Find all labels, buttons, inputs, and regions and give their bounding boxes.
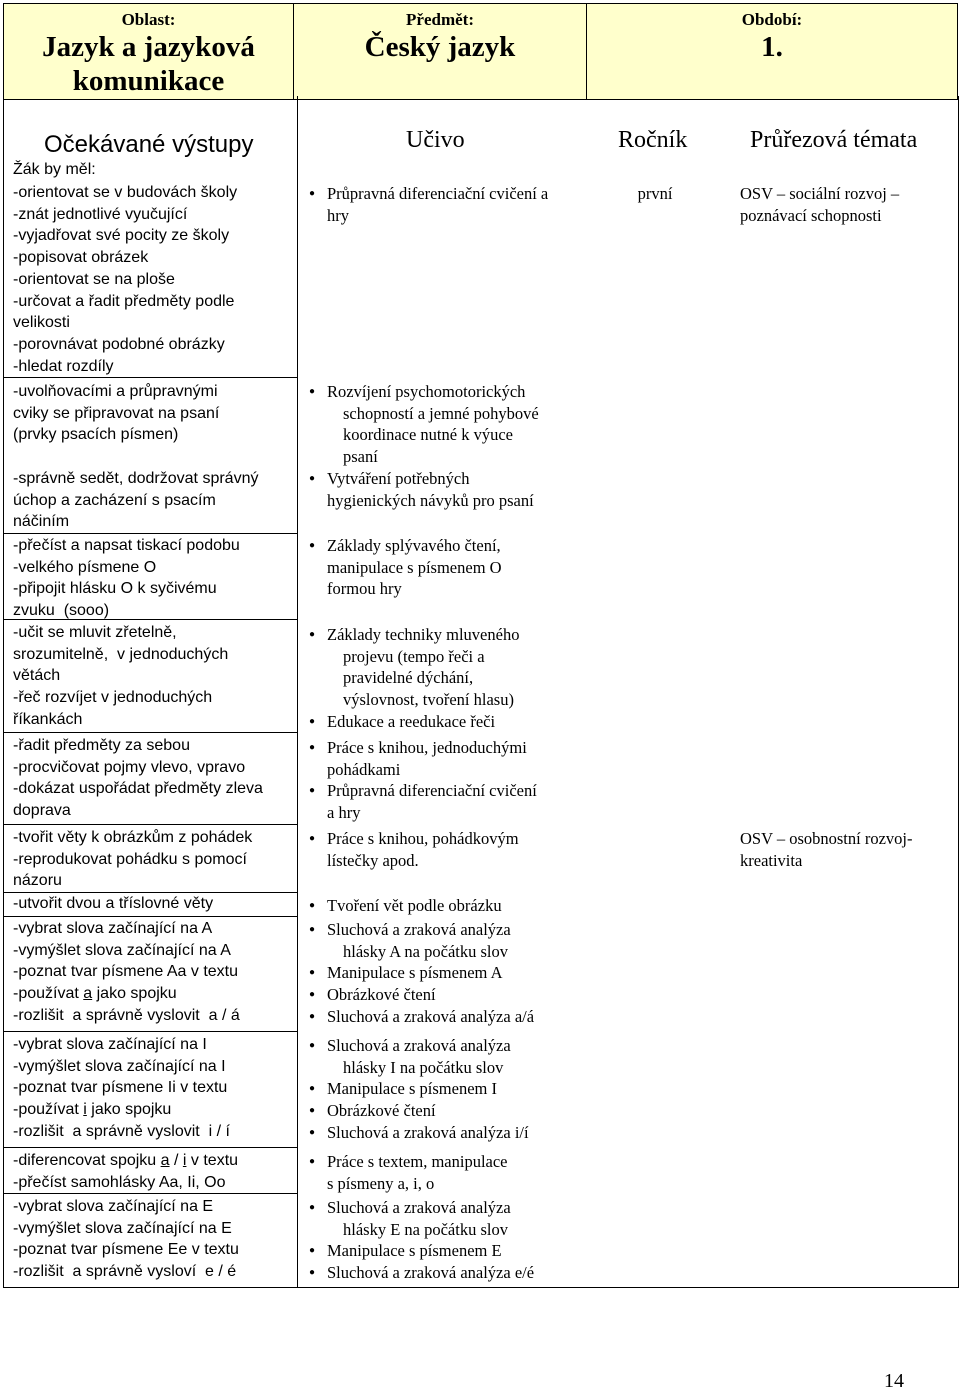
- temata-row-6: OSV – osobnostní rozvoj- kreativita: [740, 829, 913, 870]
- output-line: úchop a zacházení s psacím: [13, 491, 216, 509]
- output-line: větách: [13, 667, 61, 685]
- output-line: -vymýšlet slova začínající na I: [13, 1057, 226, 1075]
- outputs-row-11: [13, 1196, 295, 1283]
- output-line: názoru: [13, 872, 62, 890]
- ucivo-line: Vytváření potřebných: [327, 468, 470, 488]
- page-number: 14: [884, 1370, 904, 1392]
- output-line: -vymýšlet slova začínající na E: [13, 1219, 232, 1237]
- output-fragment: jako spojku: [92, 985, 177, 1003]
- output-line: -poznat tvar písmene Ii v textu: [13, 1079, 228, 1097]
- output-line: -znát jednotlivé vyučující: [13, 205, 188, 223]
- ucivo-item: ● Sluchová a zraková analýza i/í: [306, 1122, 576, 1144]
- ucivo-row-9: [306, 1035, 576, 1144]
- predmet-label: Předmět:: [406, 10, 474, 29]
- ucivo-line: projevu (tempo řeči a: [343, 646, 485, 666]
- output-line: -vyjadřovat své pocity ze školy: [13, 227, 230, 245]
- output-line: [13, 983, 295, 1005]
- ucivo-line: s písmeny a, i, o: [327, 1173, 435, 1193]
- ucivo-item: ● Manipulace s písmenem I: [306, 1078, 576, 1100]
- ucivo-item: ● Sluchová a zraková analýza a/á: [306, 1006, 576, 1028]
- ucivo-line: Sluchová a zraková analýza: [327, 1198, 511, 1217]
- output-line: -orientovat se v budovách školy: [13, 184, 238, 201]
- ucivo-row-5: [306, 737, 568, 824]
- obdobi-cell: [587, 4, 958, 100]
- oblast-value: Jazyk a jazyková komunikace: [42, 31, 255, 97]
- ucivo-line: pravidelné dýchání,: [343, 668, 474, 688]
- ucivo-item: [306, 737, 568, 780]
- ucivo-row-11: [306, 1197, 576, 1284]
- oblast-cell: [4, 4, 294, 100]
- ucivo-line: a hry: [327, 803, 361, 823]
- ucivo-item: ● Průpravná diferenciační cvičení a hry: [306, 183, 568, 226]
- ucivo-item: ● Manipulace s písmenem A: [306, 962, 576, 984]
- output-line: -přečíst a napsat tiskací podobu: [13, 537, 240, 554]
- ucivo-line: formou hry: [327, 579, 402, 599]
- output-line: doprava: [13, 802, 71, 820]
- output-line: -vymýšlet slova začínající na A: [13, 941, 231, 959]
- output-line: -reprodukovat pohádku s pomocí: [13, 850, 247, 868]
- output-line: [13, 446, 295, 468]
- ucivo-line: Práce s textem, manipulace: [327, 1152, 508, 1171]
- rocnik-value: první: [637, 184, 673, 203]
- outputs-row-4: [13, 622, 295, 731]
- ucivo-line: hygienických návyků pro psaní: [327, 490, 534, 510]
- oblast-label: Oblast:: [121, 10, 176, 29]
- output-line: -vybrat slova začínající na A: [13, 920, 213, 937]
- column-divider: [297, 96, 298, 1287]
- output-line: -orientovat se na ploše: [13, 270, 175, 288]
- ucivo-line: Průpravná diferenciační cvičení: [327, 781, 537, 801]
- output-line: -přečíst samohlásky Aa, Ii, Oo: [13, 1173, 226, 1191]
- output-fragment: a: [83, 985, 93, 1003]
- ucivo-item: [306, 780, 568, 823]
- ucivo-heading: Učivo: [406, 127, 465, 153]
- output-fragment: -používat: [13, 985, 84, 1003]
- ucivo-item: ● Obrázkové čtení: [306, 1100, 576, 1122]
- output-line: -rozlišit a správně vyslovit i / í: [13, 1122, 230, 1140]
- ucivo-line: hlásky I na počátku slov: [343, 1057, 504, 1077]
- output-line: -porovnávat podobné obrázky: [13, 335, 225, 353]
- ucivo-line: Sluchová a zraková analýza: [327, 920, 511, 939]
- header-table: [3, 3, 958, 100]
- ucivo-line: Práce s knihou, pohádkovým: [327, 829, 519, 848]
- output-line: -procvičovat pojmy vlevo, vpravo: [13, 758, 246, 776]
- output-line: (prvky psacích písmen): [13, 426, 179, 444]
- ucivo-line: výslovnost, tvoření hlasu): [343, 690, 514, 710]
- output-line: -poznat tvar písmene Ee v textu: [13, 1241, 239, 1259]
- row-divider: [4, 1031, 297, 1032]
- output-line: -řadit předměty za sebou: [13, 737, 190, 754]
- outputs-row-5: [13, 735, 295, 822]
- output-fragment: -používat: [13, 1101, 84, 1119]
- ucivo-item: [306, 1151, 576, 1194]
- output-line: -hledat rozdíly: [13, 357, 114, 375]
- ucivo-item: ● Obrázkové čtení: [306, 984, 576, 1006]
- output-line: -vybrat slova začínající na E: [13, 1198, 214, 1215]
- output-line: -správně sedět, dodržovat správný: [13, 469, 259, 487]
- ucivo-row-8: [306, 919, 576, 1028]
- output-line: srozumitelně, v jednoduchých: [13, 645, 229, 663]
- output-line: -učit se mluvit zřetelně,: [13, 624, 177, 641]
- row-divider: [4, 533, 297, 534]
- ucivo-line: manipulace s písmenem O: [327, 557, 502, 577]
- outputs-row-3: [13, 535, 295, 622]
- ucivo-line: Základy techniky mluveného: [327, 625, 520, 644]
- ucivo-line: Základy splývavého čtení,: [327, 536, 501, 555]
- ucivo-item: ● Sluchová a zraková analýza e/é: [306, 1262, 576, 1284]
- outputs-row-6: [13, 827, 295, 892]
- output-line: náčiním: [13, 513, 70, 531]
- ucivo-item: [306, 535, 576, 600]
- output-line: velikosti: [13, 314, 70, 332]
- ucivo-row-6: [306, 828, 576, 871]
- ucivo-row-7: [306, 895, 576, 917]
- output-line: -rozlišit a správně vysloví e / é: [13, 1263, 237, 1281]
- outputs-row-8: [13, 918, 295, 1027]
- ucivo-line: hlásky A na počátku slov: [343, 941, 508, 961]
- ucivo-row-2: [306, 381, 576, 511]
- ucivo-row-10: [306, 1151, 576, 1194]
- output-line: zvuku (sooo): [13, 602, 110, 620]
- outputs-row-9: [13, 1034, 295, 1143]
- row-divider: [4, 732, 297, 733]
- row-divider: [4, 916, 297, 917]
- output-line: -připojit hlásku O k syčivému: [13, 580, 217, 598]
- ucivo-item: [306, 828, 576, 871]
- output-line: říkankách: [13, 710, 83, 728]
- output-line: cviky se připravovat na psaní: [13, 404, 220, 422]
- output-line: -poznat tvar písmene Aa v textu: [13, 963, 239, 981]
- ucivo-item: ● Manipulace s písmenem E: [306, 1240, 576, 1262]
- ucivo-line: koordinace nutné k výuce: [343, 425, 513, 445]
- predmet-value: Český jazyk: [364, 31, 516, 63]
- ucivo-line: hlásky E na počátku slov: [343, 1219, 508, 1239]
- output-line: -dokázat uspořádat předměty zleva: [13, 780, 263, 798]
- ucivo-item: [306, 381, 576, 468]
- ucivo-line: psaní: [343, 447, 378, 467]
- ucivo-item: ● Tvoření vět podle obrázku: [306, 895, 576, 917]
- output-line: -rozlišit a správně vyslovit a / á: [13, 1006, 240, 1024]
- ucivo-item: [306, 468, 576, 511]
- output-fragment: jako spojku: [86, 1101, 172, 1119]
- output-line: -tvořit věty k obrázkům z pohádek: [13, 829, 253, 846]
- ucivo-item: [306, 1035, 576, 1078]
- ucivo-item: ● Edukace a reedukace řeči: [306, 711, 576, 733]
- output-line: -vybrat slova začínající na I: [13, 1036, 207, 1053]
- ucivo-row-3: [306, 535, 576, 600]
- output-fragment: /: [169, 1152, 183, 1169]
- ucivo-line: Rozvíjení psychomotorických: [327, 382, 526, 401]
- output-line: [13, 1150, 295, 1172]
- output-fragment: v textu: [186, 1152, 239, 1169]
- ucivo-item: [306, 1197, 576, 1240]
- output-fragment: -diferencovat spojku: [13, 1152, 161, 1169]
- intro-text: Žák by měl:: [13, 161, 96, 178]
- temata-row-1: OSV – sociální rozvoj – poznávací schopnosti: [740, 184, 900, 225]
- ucivo-line: Práce s knihou, jednoduchými: [327, 738, 527, 757]
- ucivo-line: pohádkami: [327, 759, 401, 779]
- obdobi-label: Období:: [741, 10, 803, 29]
- obdobi-value: 1.: [761, 31, 783, 63]
- output-line: [13, 1099, 295, 1121]
- temata-heading: Průřezová témata: [750, 127, 918, 153]
- output-line: -velkého písmene O: [13, 558, 157, 576]
- outputs-row-10: [13, 1150, 295, 1193]
- ucivo-row-4: [306, 624, 576, 733]
- ucivo-line: lístečky apod.: [327, 850, 419, 870]
- ucivo-line: Sluchová a zraková analýza: [327, 1036, 511, 1055]
- outputs-heading: Očekávané výstupy: [44, 131, 254, 158]
- outputs-row-2: [13, 381, 295, 533]
- outputs-row-1: [13, 182, 295, 377]
- ucivo-row-1: [306, 183, 568, 226]
- output-line: -uvolňovacími a průpravnými: [13, 383, 218, 400]
- row-divider: [4, 824, 297, 825]
- output-line: -určovat a řadit předměty podle: [13, 292, 235, 310]
- rocnik-heading: Ročník: [618, 127, 688, 153]
- predmet-cell: [294, 4, 587, 100]
- ucivo-item: [306, 919, 576, 962]
- output-fragment: a: [160, 1152, 170, 1169]
- ucivo-line: schopností a jemné pohybové: [343, 403, 539, 423]
- outputs-row-7: [13, 893, 295, 915]
- output-line: -popisovat obrázek: [13, 249, 149, 267]
- output-line: -utvořit dvou a tříslovné věty: [13, 895, 214, 912]
- output-fragment: i: [182, 1152, 187, 1169]
- ucivo-item: [306, 624, 576, 711]
- output-fragment: i: [83, 1101, 87, 1119]
- output-line: -řeč rozvíjet v jednoduchých: [13, 689, 213, 707]
- row-divider: [4, 1147, 297, 1148]
